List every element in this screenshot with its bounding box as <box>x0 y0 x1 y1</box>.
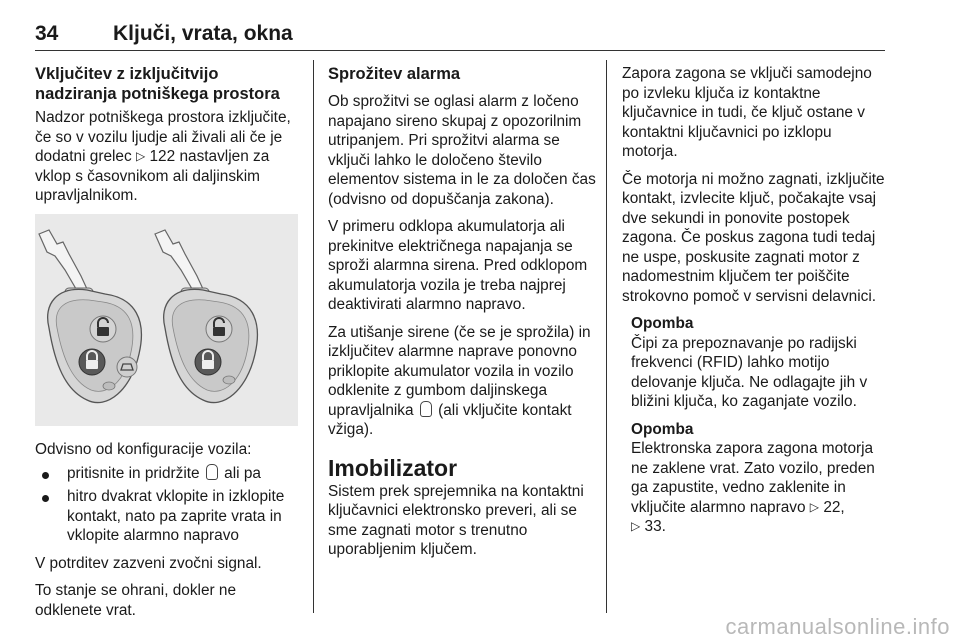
bullet-icon <box>42 495 49 502</box>
column-3 <box>622 64 890 545</box>
paragraph: V potrditev zazveni zvočni signal. <box>35 554 262 572</box>
page-header <box>35 22 885 52</box>
intro-text: Odvisno od konfiguracije vozila: <box>35 441 252 458</box>
bullet-icon <box>42 472 49 479</box>
paragraph: Zapora zagona se vključi samodejno po izvleku ključa iz kontaktne ključavnice in tudi, če ključ ostane v kontaktni ključavnici po izklopu motorja. <box>622 65 872 160</box>
paragraph-text: Elektronska zapora zagona motorja ne zaklene vrat. Zato vozilo, preden ga zapustite, vedno zaklenite in vključite alarmno napravo <box>631 440 875 516</box>
reference-arrow-icon: ▷ <box>631 519 641 533</box>
note-box-rfid <box>622 314 890 412</box>
section-heading-alarm: Sprožitev alarma <box>328 65 461 83</box>
note-heading: Opomba <box>631 315 694 332</box>
paragraph: V primeru odklopa akumulatorja ali prekinitve električnega napajanja se sproži alarmna sirena. Pred odklopom akumulatorja vozila je treba najprej deaktivirati alarmno napravo. <box>328 218 588 313</box>
remote-lock-button-icon <box>206 464 218 480</box>
paragraph <box>35 108 300 206</box>
note-heading: Opomba <box>631 420 694 438</box>
paragraph-text: Za utišanje sirene (če se je sprožila) in izključitev alarmne naprave ponovno priklopite akumulator vozila in vozilo odklenite z gumbom daljinskega upravljalnika <box>328 323 591 419</box>
page-number: 34 <box>35 22 59 45</box>
key-fob-drawing <box>35 214 298 426</box>
column-1-lower <box>35 440 300 628</box>
list-item-text: hitro dvakrat vklopite in izklopite kontakt, nato pa zaprite vrata in vklopite alarmno napravo <box>67 488 285 544</box>
section-heading-cabin-monitoring: Vključitev z izključitvijo nadziranja potniškega prostora <box>35 65 280 103</box>
note-box-immobiliser <box>622 420 890 537</box>
reference-arrow-icon: ▷ <box>809 499 820 514</box>
paragraph-text: (ali vključite kontakt vžiga). <box>328 401 572 438</box>
bullet-list <box>35 464 300 546</box>
paragraph: Sistem prek sprejemnika na kontaktni ključavnici elektronsko preveri, ali se sme zagnati motor s trenutno uporabljenim ključem. <box>328 482 584 558</box>
page-reference[interactable]: 22, <box>823 498 845 516</box>
column-divider-1 <box>313 60 314 613</box>
paragraph: Ob sprožitvi se oglasi alarm z ločeno napajano sireno skupaj z opozorilnim utripanjem. Pri sprožitvi alarma se vključi lahko le določeno število elementov sistema in le za določen čas (odvisno od dopuščanja zakona). <box>328 93 596 208</box>
note-text: Čipi za prepoznavanje po radijski frekvenci (RFID) lahko motijo delovanje ključa. Ne odlagajte jih v bližini ključa, ko zaganjate vozilo. <box>631 334 868 410</box>
key-fob-illustration <box>35 214 298 426</box>
page-title: Ključi, vrata, okna <box>113 22 293 45</box>
column-2 <box>328 64 596 568</box>
paragraph: Če motorja ni možno zagnati, izključite kontakt, izvlecite ključ, počakajte vsaj dve sekundi in ponovite postopek zagona. Če poskus zagona tudi tedaj ne uspe, poskusite zagnati motor z nadomestnim ključem ter poiščite strokovno pomoč v servisni delavnici. <box>622 170 885 305</box>
page-reference[interactable]: 122 <box>149 148 176 165</box>
section-title-immobiliser: Imobilizator <box>328 454 458 481</box>
reference-arrow-icon: ▷ <box>135 149 146 163</box>
paragraph <box>328 323 596 440</box>
paragraph-text: nastavljen za vklop s časovnikom ali daljinskim upravljalnikom. <box>35 148 270 204</box>
note-text <box>631 439 890 537</box>
list-item-text: pritisnite in pridržite <box>67 464 200 482</box>
list-item <box>35 487 300 546</box>
remote-lock-button-icon <box>420 401 432 417</box>
watermark: carmanualsonline.info <box>725 614 950 639</box>
list-item <box>35 464 300 484</box>
column-divider-2 <box>606 60 607 613</box>
column-1 <box>35 64 300 214</box>
paragraph-text: Nadzor potniškega prostora izključite, če so v vozilu ljudje ali živali ali če je dodatni grelec <box>35 109 291 165</box>
header-divider <box>35 50 885 51</box>
page-reference[interactable]: 33. <box>644 518 666 535</box>
list-item-text: ali pa <box>224 464 261 482</box>
paragraph: To stanje se ohrani, dokler ne odklenete vrat. <box>35 582 237 619</box>
